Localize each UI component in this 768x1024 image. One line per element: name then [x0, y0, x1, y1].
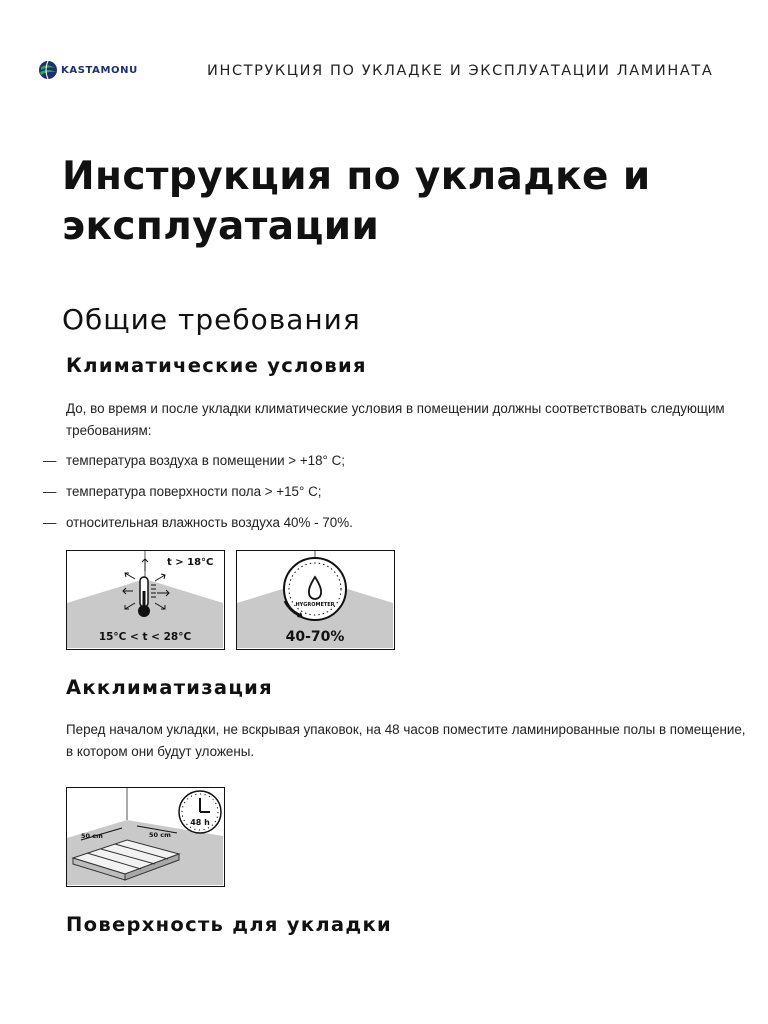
- humidity-label-bottom: 40-70%: [285, 629, 345, 645]
- list-item: [0, 481, 353, 512]
- section-title: Общие требования: [62, 303, 361, 336]
- page-title: Инструкция по укладке и эксплуатации: [62, 154, 651, 249]
- list-item-text: температура воздуха в помещении > +18° С;: [66, 453, 345, 468]
- list-item-text: температура поверхности пола > +15° С;: [66, 484, 322, 499]
- distance-right-label: 50 cm: [149, 831, 171, 839]
- acclimatization-heading: Акклиматизация: [66, 676, 273, 699]
- hygrometer-icon: [284, 558, 346, 620]
- temp-label-bottom: 15°C < t < 28°C: [98, 631, 192, 643]
- climate-requirements-list: [0, 450, 353, 543]
- climate-heading: Климатические условия: [66, 354, 367, 377]
- climate-intro: До, во время и после укладки климатические условия в помещении должны соответствовать следующим требованиям:: [66, 401, 725, 438]
- bullet-dash: —: [43, 515, 57, 530]
- acclimatization-text: Перед началом укладки, не вскрывая упаковок, на 48 часов поместите ламинированные полы в помещение, в котором они будут уложены.: [66, 722, 746, 759]
- temperature-figure: [66, 550, 225, 650]
- logo-text: KASTAMONU: [61, 64, 138, 76]
- bullet-dash: —: [43, 453, 57, 468]
- list-item: [0, 450, 353, 481]
- list-item-text: относительная влажность воздуха 40% - 70%.: [66, 515, 353, 530]
- globe-logo-icon: [38, 60, 58, 80]
- hygrometer-label: HYGROMETER: [295, 602, 335, 608]
- header-title: ИНСТРУКЦИЯ ПО УКЛАДКЕ И ЭКСПЛУАТАЦИИ ЛАМИНАТА: [207, 63, 714, 79]
- clock-label: 48 h: [190, 818, 210, 827]
- temp-label-top: t > 18°C: [167, 557, 214, 568]
- surface-heading: Поверхность для укладки: [66, 913, 392, 936]
- distance-left-label: 50 cm: [81, 832, 103, 840]
- brand-logo[interactable]: [38, 60, 138, 80]
- humidity-figure: [236, 550, 395, 650]
- list-item: [0, 512, 353, 543]
- acclimatization-figure: [66, 787, 225, 887]
- bullet-dash: —: [43, 484, 57, 499]
